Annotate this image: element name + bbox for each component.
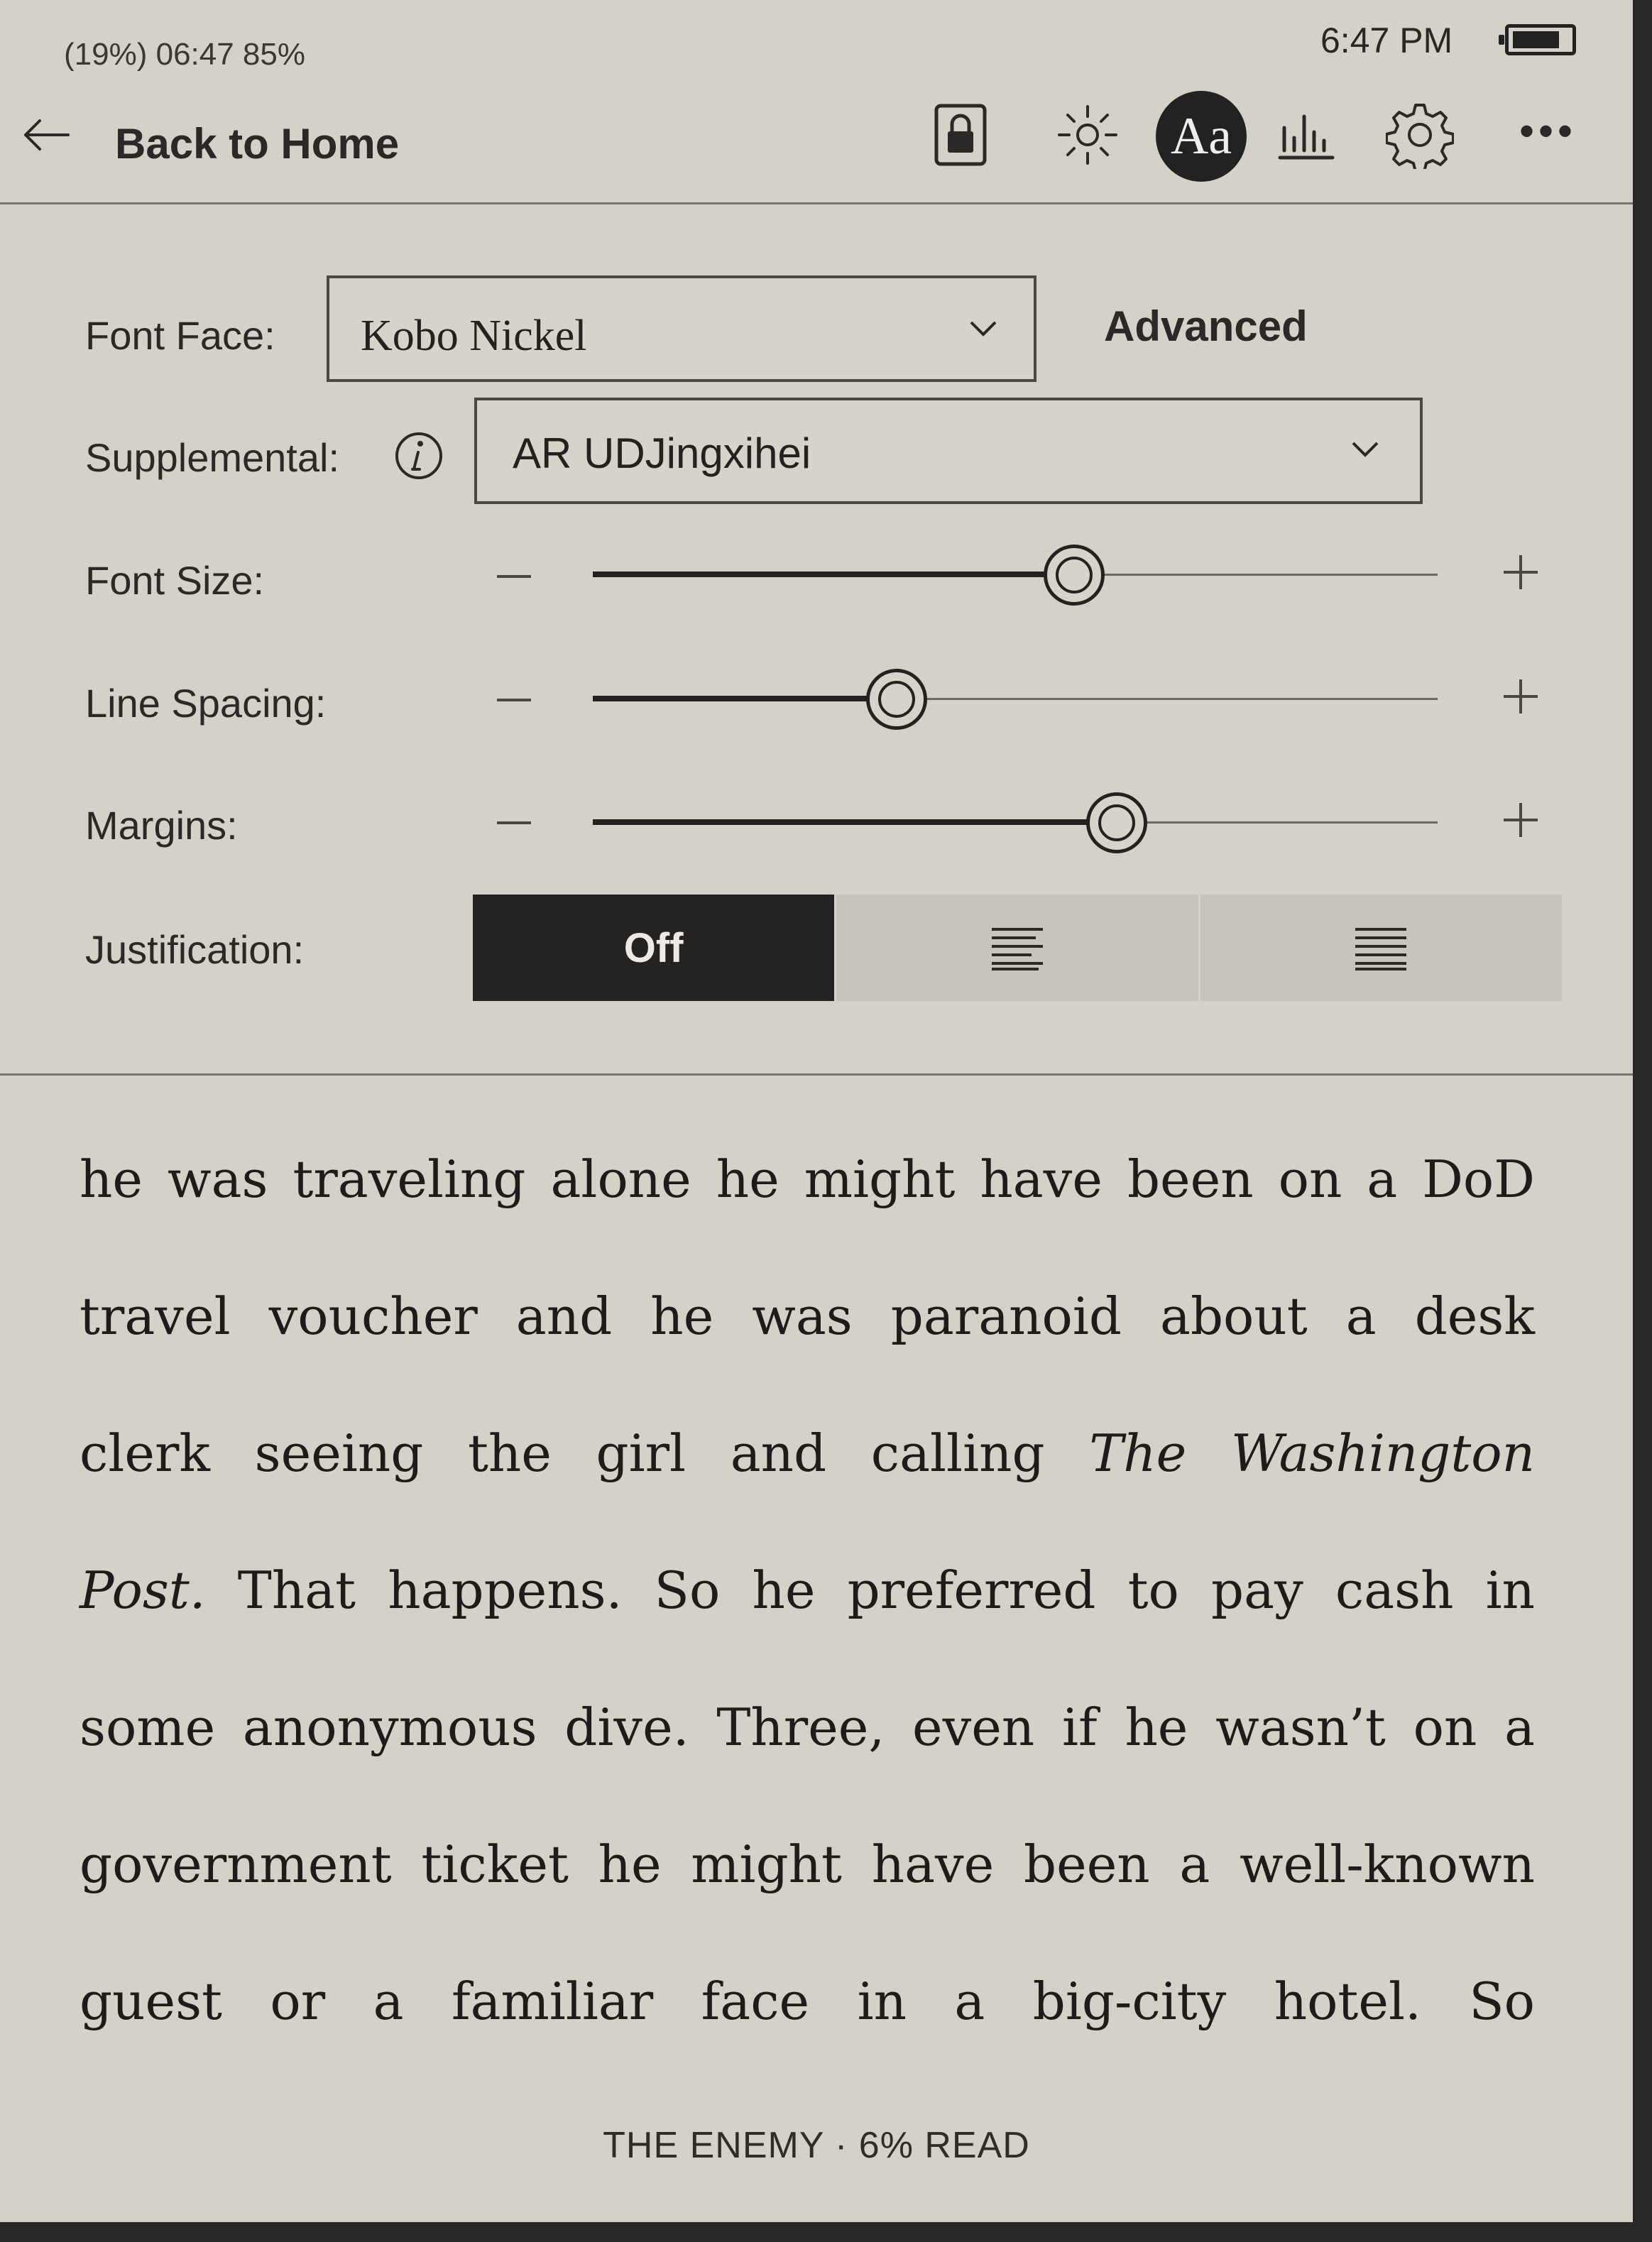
- font-size-decrease-button[interactable]: [497, 575, 531, 578]
- header-divider: [0, 202, 1633, 204]
- supplemental-label: Supplemental:: [85, 435, 340, 480]
- text-line: Post. That happens. So he preferred to pay cash in: [80, 1560, 1535, 1620]
- line-spacing-slider-handle[interactable]: [866, 669, 927, 730]
- text-line: government ticket he might have been a well-known: [80, 1834, 1535, 1894]
- chevron-down-icon: [968, 314, 998, 344]
- line-spacing-label: Line Spacing:: [85, 681, 327, 726]
- status-text: (19%) 06:47 85%: [64, 37, 305, 72]
- margins-label: Margins:: [85, 803, 238, 848]
- margins-slider-handle[interactable]: [1086, 792, 1147, 853]
- font-face-value: Kobo Nickel: [361, 312, 587, 360]
- margins-decrease-button[interactable]: [497, 821, 531, 824]
- text-line: he was traveling alone he might have been on a DoD: [80, 1149, 1535, 1209]
- stats-icon[interactable]: [1271, 99, 1342, 170]
- text-line: some anonymous dive. Three, even if he wasn’t on a: [80, 1697, 1535, 1757]
- more-icon[interactable]: •••: [1519, 107, 1577, 155]
- justification-off-button[interactable]: Off: [473, 895, 834, 1001]
- left-align-icon: [989, 925, 1046, 970]
- justification-full-button[interactable]: [1198, 895, 1562, 1001]
- margins-slider[interactable]: [593, 821, 1438, 824]
- justification-selector: [473, 895, 1562, 1001]
- supplemental-value: AR UDJingxihei: [513, 430, 811, 477]
- font-face-dropdown[interactable]: [327, 275, 1036, 382]
- text-line: travel voucher and he was paranoid about a desk: [80, 1286, 1535, 1346]
- line-spacing-increase-button[interactable]: [1504, 679, 1538, 713]
- font-settings-button[interactable]: Aa: [1156, 91, 1247, 182]
- text-line: guest or a familiar face in a big-city hotel. So: [80, 1972, 1535, 2031]
- battery-icon: [1505, 24, 1576, 55]
- justification-label: Justification:: [85, 927, 305, 972]
- justification-left-button[interactable]: [834, 895, 1198, 1001]
- line-spacing-slider[interactable]: [593, 698, 1438, 700]
- gear-icon[interactable]: [1384, 99, 1455, 170]
- justify-icon: [1352, 925, 1409, 970]
- back-to-home-link[interactable]: Back to Home: [115, 120, 400, 168]
- info-icon[interactable]: [394, 431, 444, 481]
- font-size-increase-button[interactable]: [1504, 555, 1538, 589]
- advanced-button[interactable]: Advanced: [1104, 302, 1308, 350]
- book-page-text: [80, 1111, 1535, 2070]
- lock-icon[interactable]: [925, 99, 996, 170]
- font-size-label: Font Size:: [85, 558, 265, 603]
- text-line: clerk seeing the girl and calling The Washington: [80, 1423, 1536, 1483]
- chevron-down-icon: [1350, 434, 1380, 464]
- panel-divider: [0, 1073, 1633, 1076]
- back-arrow-icon[interactable]: [21, 117, 71, 153]
- supplemental-dropdown[interactable]: [474, 398, 1423, 504]
- font-face-label: Font Face:: [85, 313, 275, 358]
- reading-progress-footer: THE ENEMY · 6% READ: [603, 2125, 1030, 2166]
- margins-increase-button[interactable]: [1504, 803, 1538, 837]
- brightness-icon[interactable]: [1052, 99, 1123, 170]
- font-size-slider[interactable]: [593, 574, 1438, 576]
- font-size-slider-handle[interactable]: [1044, 545, 1105, 606]
- clock: 6:47 PM: [1320, 21, 1453, 60]
- line-spacing-decrease-button[interactable]: [497, 699, 531, 701]
